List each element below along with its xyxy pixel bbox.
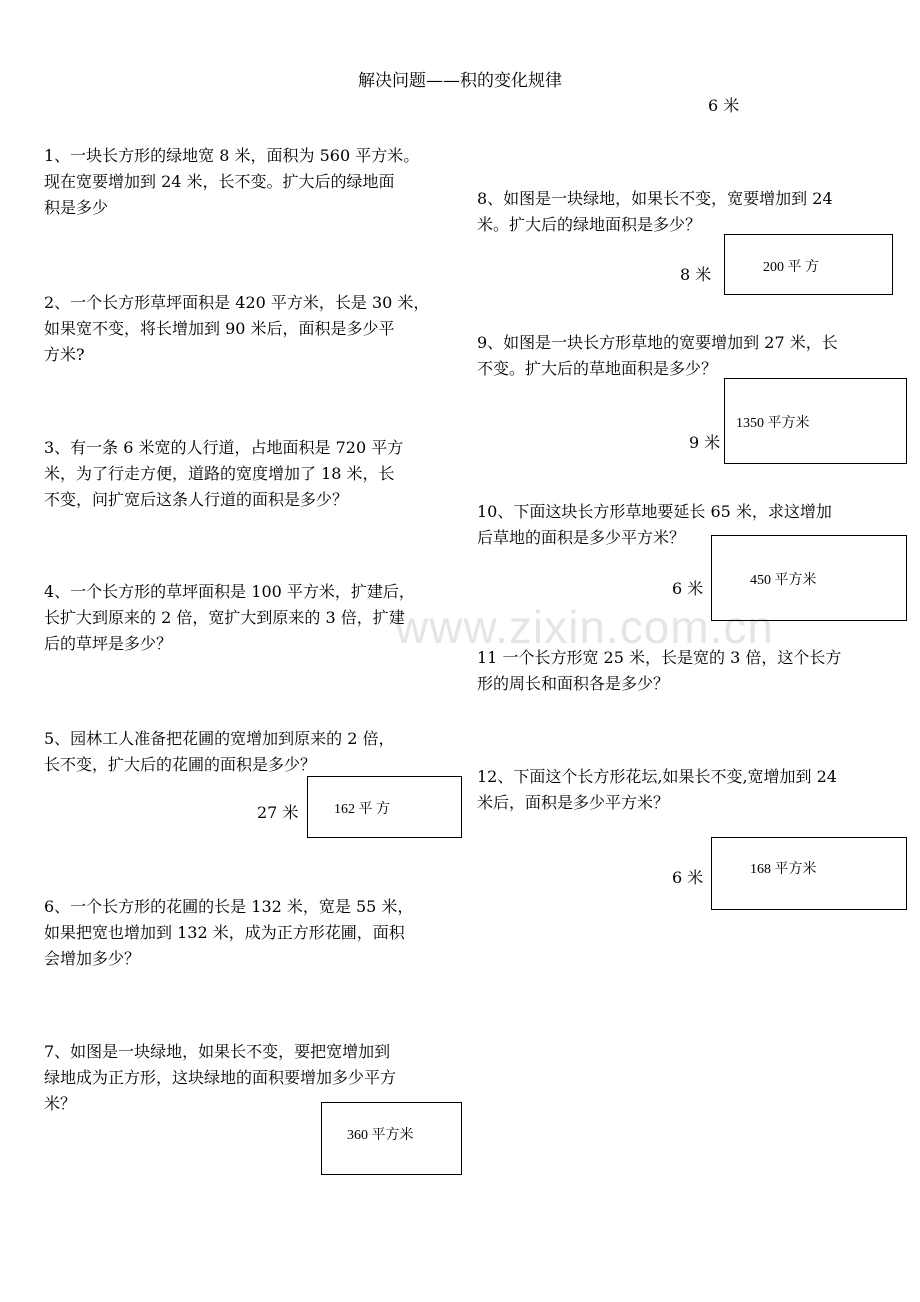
question-line: 1、一块长方形的绿地宽 8 米，面积为 560 平方米。 (44, 146, 420, 165)
question-11 (477, 645, 841, 697)
question-3 (44, 435, 403, 513)
question-line: 米。扩大后的绿地面积是多少？ (477, 215, 702, 234)
q9-area-label: 1350 平方米 (736, 416, 810, 431)
q5-area-label: 162 平 方 (334, 802, 390, 817)
question-line: 9、如图是一块长方形草地的宽要增加到 27 米，长 (477, 333, 838, 352)
question-6 (44, 894, 413, 972)
q8-side-label: 8 米 (680, 265, 712, 284)
question-line: 5、园林工人准备把花圃的宽增加到原来的 2 倍， (44, 729, 395, 748)
question-4 (44, 579, 415, 657)
question-8 (477, 186, 833, 238)
question-line: 4、一个长方形的草坪面积是 100 平方米，扩建后， (44, 582, 415, 601)
q9-side-label: 9 米 (689, 433, 721, 452)
question-line: 不变，问扩宽后这条人行道的面积是多少？ (44, 490, 349, 509)
question-line: 10、下面这块长方形草地要延长 65 米，求这增加 (477, 502, 832, 521)
question-line: 会增加多少？ (44, 949, 141, 968)
question-12 (477, 764, 837, 816)
question-line: 现在宽要增加到 24 米，长不变。扩大后的绿地面 (44, 172, 395, 191)
q12-area-label: 168 平方米 (750, 862, 817, 877)
question-line: 3、有一条 6 米宽的人行道，占地面积是 720 平方 (44, 438, 404, 457)
question-line: 后草地的面积是多少平方米？ (477, 528, 686, 547)
q10-area-label: 450 平方米 (750, 573, 817, 588)
question-line: 7、如图是一块绿地，如果长不变，要把宽增加到 (44, 1042, 391, 1061)
question-line: 方米? (44, 345, 85, 364)
question-line: 绿地成为正方形，这块绿地的面积要增加多少平方 (44, 1068, 397, 1087)
question-line: 12、下面这个长方形花坛,如果长不变,宽增加到 24 (477, 767, 837, 786)
question-line: 米后，面积是多少平方米？ (477, 793, 670, 812)
question-9 (477, 330, 838, 382)
question-5 (44, 726, 395, 778)
q8-area-label: 200 平 方 (763, 260, 819, 275)
page-title: 解决问题——积的变化规律 (358, 71, 562, 91)
question-line: 长扩大到原来的 2 倍，宽扩大到原来的 3 倍，扩建 (44, 608, 405, 627)
question-line: 后的草坪是多少？ (44, 634, 173, 653)
q5-side-label: 27 米 (257, 803, 299, 822)
q7-area-label: 360 平方米 (347, 1128, 414, 1143)
question-line: 如果宽不变，将长增加到 90 米后，面积是多少平 (44, 319, 395, 338)
question-line: 6、一个长方形的花圃的长是 132 米，宽是 55 米， (44, 897, 414, 916)
question-line: 8、如图是一块绿地，如果长不变，宽要增加到 24 (477, 189, 833, 208)
question-line: 积是多少 (44, 198, 109, 217)
question-line: 长不变，扩大后的花圃的面积是多少？ (44, 755, 317, 774)
question-line: 如果把宽也增加到 132 米，成为正方形花圃，面积 (44, 923, 405, 942)
question-line: 形的周长和面积各是多少？ (477, 674, 670, 693)
question-line: 米，为了行走方便，道路的宽度增加了 18 米，长 (44, 464, 395, 483)
question-line: 2、一个长方形草坪面积是 420 平方米，长是 30 米， (44, 293, 430, 312)
q12-side-label: 6 米 (672, 868, 704, 887)
watermark: www.zixin.com.cn (395, 601, 774, 653)
question-line: 不变。扩大后的草地面积是多少？ (477, 359, 718, 378)
q10-side-label: 6 米 (672, 579, 704, 598)
question-2 (44, 290, 429, 368)
question-line: 11 一个长方形宽 25 米，长是宽的 3 倍，这个长方 (477, 648, 842, 667)
question-1 (44, 143, 419, 221)
question-line: 米？ (44, 1094, 77, 1113)
q8-top-label: 6 米 (708, 96, 740, 115)
